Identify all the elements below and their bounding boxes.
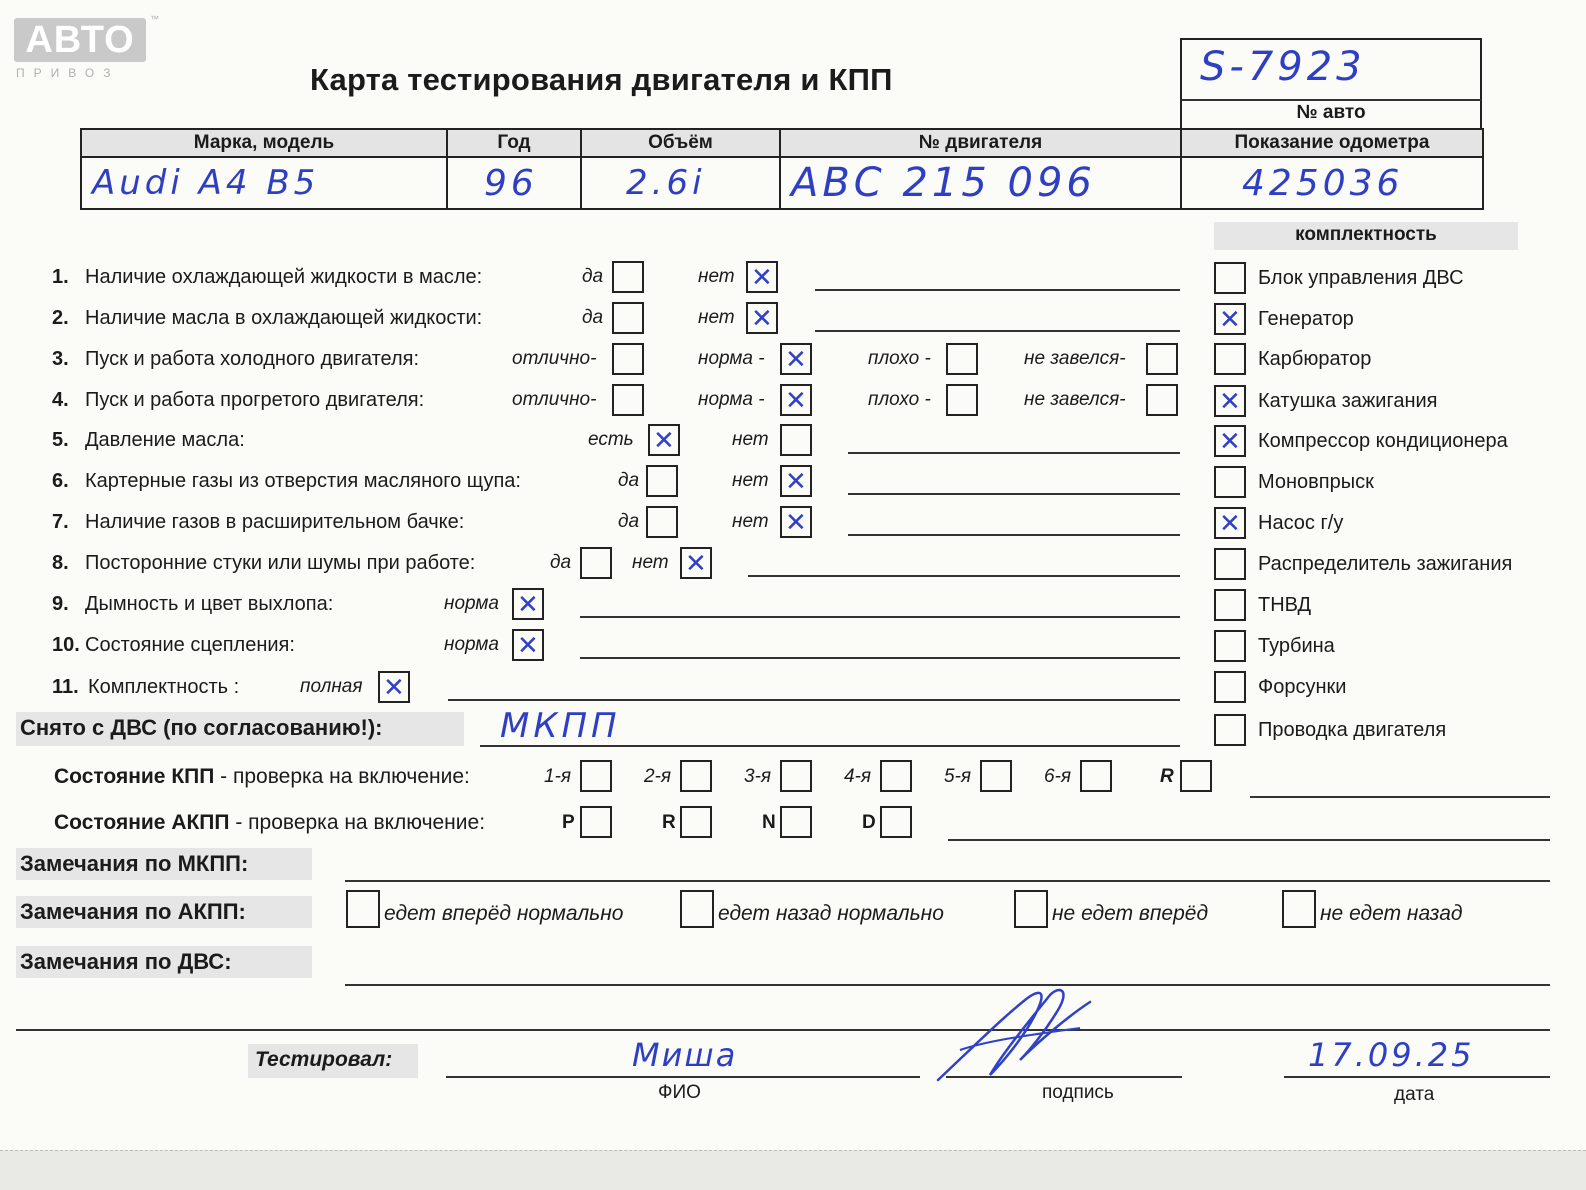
test-option-checkbox[interactable] [780,384,812,416]
fio-value: Миша [632,1036,738,1074]
col-odometer: Показание одометра [1181,129,1483,157]
test-number: 1. [52,266,69,288]
check-mark-icon: ✕ [653,426,675,456]
remarks-mkpp-line [345,880,1550,882]
completeness-checkbox[interactable] [1214,714,1246,746]
signature-line [946,1076,1182,1078]
completeness-item-label: Генератор [1258,308,1354,330]
test-option-label: есть [588,429,634,450]
test-option-checkbox[interactable] [746,302,778,334]
manual-gearbox-label: Состояние КПП - проверка на включение: [54,765,470,788]
test-label: Наличие масла в охлаждающей жидкости: [85,307,483,329]
test-option-label: не завелся- [1024,389,1126,410]
check-mark-icon: ✕ [751,263,773,293]
fio-caption: ФИО [658,1082,701,1103]
test-option-checkbox[interactable] [780,424,812,456]
car-number-label: № авто [1296,102,1366,123]
akpp-remark-checkbox[interactable] [1014,890,1048,928]
test-option-label: полная [300,676,363,697]
test-option-checkbox[interactable] [746,261,778,293]
test-answer-line [848,534,1180,536]
completeness-checkbox[interactable] [1214,671,1246,703]
test-option-label: нет [632,552,669,573]
test-option-checkbox[interactable] [512,588,544,620]
car-number-value: S-7923 [1200,44,1366,90]
test-label: Пуск и работа прогретого двигателя: [85,389,425,411]
test-label: Пуск и работа холодного двигателя: [85,348,420,370]
tested-label: Тестировал: [255,1048,393,1071]
manual-gear-label: 2-я [644,766,672,787]
logo-subtitle: ПРИВОЗ [16,66,120,80]
test-number: 9. [52,593,69,615]
remarks-dvs-label: Замечания по ДВС: [20,949,232,974]
completeness-checkbox[interactable] [1214,262,1246,294]
remarks-extra-line [16,1029,1550,1031]
auto-gear-checkbox[interactable] [880,806,912,838]
completeness-item-label: ТНВД [1258,594,1312,616]
check-mark-icon: ✕ [1219,427,1241,457]
test-label: Наличие охлаждающей жидкости в масле: [85,266,483,288]
auto-gear-label: N [762,812,776,833]
volume-value: 2.6i [581,157,780,209]
test-answer-line [580,657,1180,659]
remarks-akpp-label: Замечания по АКПП: [20,899,246,924]
test-number: 5. [52,429,69,451]
check-mark-icon: ✕ [785,467,807,497]
test-option-label: плохо - [868,348,931,369]
auto-gear-checkbox[interactable] [680,806,712,838]
test-answer-line [748,575,1180,577]
test-option-label: норма - [698,389,765,410]
test-option-checkbox[interactable] [780,343,812,375]
test-option-label: да [582,307,604,328]
completeness-item-label: Моновпрыск [1258,471,1374,493]
test-option-checkbox[interactable] [680,547,712,579]
check-mark-icon: ✕ [785,345,807,375]
vehicle-info-table [80,128,1484,210]
test-number: 10. [52,634,80,656]
year-value: 96 [447,157,581,209]
test-option-label: нет [732,511,769,532]
test-option-label: да [582,266,604,287]
check-mark-icon: ✕ [751,304,773,334]
akpp-remark-label: не едет вперёд [1052,902,1209,925]
removed-value: МКПП [500,706,621,746]
completeness-item-label: Проводка двигателя [1258,719,1447,741]
manual-gear-label: 4-я [844,766,872,787]
akpp-remark-checkbox[interactable] [1282,890,1316,928]
date-line [1284,1076,1550,1078]
completeness-item-label: Турбина [1258,635,1335,657]
akpp-remark-label: не едет назад [1320,902,1463,925]
test-option-checkbox[interactable] [612,302,644,334]
test-option-checkbox[interactable] [646,506,678,538]
auto-gearbox-label: Состояние АКПП - проверка на включение: [54,811,486,834]
completeness-checkbox[interactable] [1214,548,1246,580]
manual-gear-checkbox[interactable] [880,760,912,792]
manual-gear-checkbox[interactable] [580,760,612,792]
test-option-label: да [618,470,640,491]
completeness-checkbox[interactable] [1214,589,1246,621]
test-option-checkbox[interactable] [780,506,812,538]
manual-gear-checkbox[interactable] [980,760,1012,792]
auto-gear-checkbox[interactable] [580,806,612,838]
signature-caption: подпись [1042,1082,1114,1103]
auto-line [948,839,1550,841]
auto-gear-label: R [662,812,676,833]
col-make-model: Марка, модель [81,129,447,157]
completeness-checkbox[interactable] [1214,630,1246,662]
test-option-label: нет [698,307,735,328]
test-option-checkbox[interactable] [378,671,410,703]
check-mark-icon: ✕ [685,549,707,579]
avtoprivoz-logo: АВТО [14,18,146,62]
test-number: 7. [52,511,69,533]
test-number: 11. [52,676,79,698]
test-option-label: норма - [698,348,765,369]
test-answer-line [848,452,1180,454]
test-option-checkbox[interactable] [648,424,680,456]
manual-gear-checkbox[interactable] [780,760,812,792]
completeness-item-label: Форсунки [1258,676,1347,698]
test-option-label: нет [732,470,769,491]
test-option-label: плохо - [868,389,931,410]
test-label: Состояние сцепления: [85,634,295,656]
test-answer-line [448,699,1180,701]
completeness-checkbox[interactable] [1214,343,1246,375]
test-number: 6. [52,470,69,492]
test-option-checkbox[interactable] [646,465,678,497]
test-label: Наличие газов в расширительном бачке: [85,511,465,533]
logo-trademark: ™ [150,14,159,24]
check-mark-icon: ✕ [517,590,539,620]
engine-number-value: ABC 215 096 [780,157,1181,209]
date-value: 17.09.25 [1308,1036,1475,1074]
col-year: Год [447,129,581,157]
form-title: Карта тестирования двигателя и КПП [310,62,893,97]
test-number: 2. [52,307,69,329]
akpp-remark-checkbox[interactable] [346,890,380,928]
completeness-item-label: Компрессор кондиционера [1258,430,1508,452]
removed-line [480,745,1180,747]
completeness-item-label: Катушка зажигания [1258,390,1438,412]
test-option-checkbox[interactable] [512,629,544,661]
manual-gear-checkbox[interactable] [680,760,712,792]
test-label: Комплектность : [88,676,240,698]
test-number: 3. [52,348,69,370]
test-number: 8. [52,552,69,574]
remarks-mkpp-label: Замечания по МКПП: [20,851,249,876]
test-label: Давление масла: [85,429,245,451]
check-mark-icon: ✕ [1219,509,1241,539]
fio-line [446,1076,920,1078]
completeness-checkbox[interactable] [1214,385,1246,417]
completeness-item-label: Насос г/у [1258,512,1344,534]
manual-gear-checkbox[interactable] [1180,760,1212,792]
manual-gear-label: 3-я [744,766,772,787]
test-option-checkbox[interactable] [1146,384,1178,416]
akpp-remark-checkbox[interactable] [680,890,714,928]
auto-gear-label: P [562,812,575,833]
akpp-remark-label: едет вперёд нормально [384,902,624,925]
test-option-checkbox[interactable] [612,261,644,293]
manual-gear-checkbox[interactable] [1080,760,1112,792]
auto-gear-checkbox[interactable] [780,806,812,838]
test-answer-line [815,330,1180,332]
test-option-checkbox[interactable] [612,343,644,375]
test-option-checkbox[interactable] [1146,343,1178,375]
completeness-title: комплектность [1295,224,1437,245]
completeness-checkbox[interactable] [1214,507,1246,539]
divider [1181,99,1481,101]
manual-gear-label: 1-я [544,766,572,787]
test-option-label: да [550,552,572,573]
date-caption: дата [1394,1084,1435,1105]
col-volume: Объём [581,129,780,157]
check-mark-icon: ✕ [383,673,405,703]
test-option-label: нет [698,266,735,287]
akpp-remark-label: едет назад нормально [718,902,944,925]
manual-gear-label: 5-я [944,766,972,787]
check-mark-icon: ✕ [785,508,807,538]
completeness-checkbox[interactable] [1214,303,1246,335]
test-option-label: норма [444,593,499,614]
test-option-label: отлично- [512,389,597,410]
test-option-checkbox[interactable] [946,384,978,416]
test-label: Посторонние стуки или шумы при работе: [85,552,476,574]
test-answer-line [580,616,1180,618]
manual-gear-label: R [1160,766,1174,787]
col-engine-number: № двигателя [780,129,1181,157]
manual-line [1250,796,1550,798]
signature [930,980,1100,1090]
test-option-label: нет [732,429,769,450]
manual-gear-label: 6-я [1044,766,1072,787]
test-option-checkbox[interactable] [946,343,978,375]
test-option-checkbox[interactable] [612,384,644,416]
odometer-value: 425036 [1181,157,1483,209]
completeness-item-label: Распределитель зажигания [1258,553,1513,575]
completeness-item-label: Блок управления ДВС [1258,267,1464,289]
check-mark-icon: ✕ [1219,305,1241,335]
test-label: Картерные газы из отверстия масляного щупа: [85,470,521,492]
check-mark-icon: ✕ [785,386,807,416]
completeness-item-label: Карбюратор [1258,348,1372,370]
check-mark-icon: ✕ [517,631,539,661]
test-option-label: отлично- [512,348,597,369]
auto-gear-label: D [862,812,876,833]
removed-label: Снято с ДВС (по согласованию!): [20,715,383,740]
test-answer-line [815,289,1180,291]
test-answer-line [848,493,1180,495]
test-option-checkbox[interactable] [780,465,812,497]
completeness-checkbox[interactable] [1214,425,1246,457]
test-option-label: не завелся- [1024,348,1126,369]
test-number: 4. [52,389,69,411]
paper-edge [0,1150,1586,1190]
check-mark-icon: ✕ [1219,387,1241,417]
test-option-label: норма [444,634,499,655]
completeness-checkbox[interactable] [1214,466,1246,498]
test-label: Дымность и цвет выхлопа: [85,593,334,615]
test-option-checkbox[interactable] [580,547,612,579]
make-model-value: Audi A4 B5 [81,157,447,209]
test-option-label: да [618,511,640,532]
